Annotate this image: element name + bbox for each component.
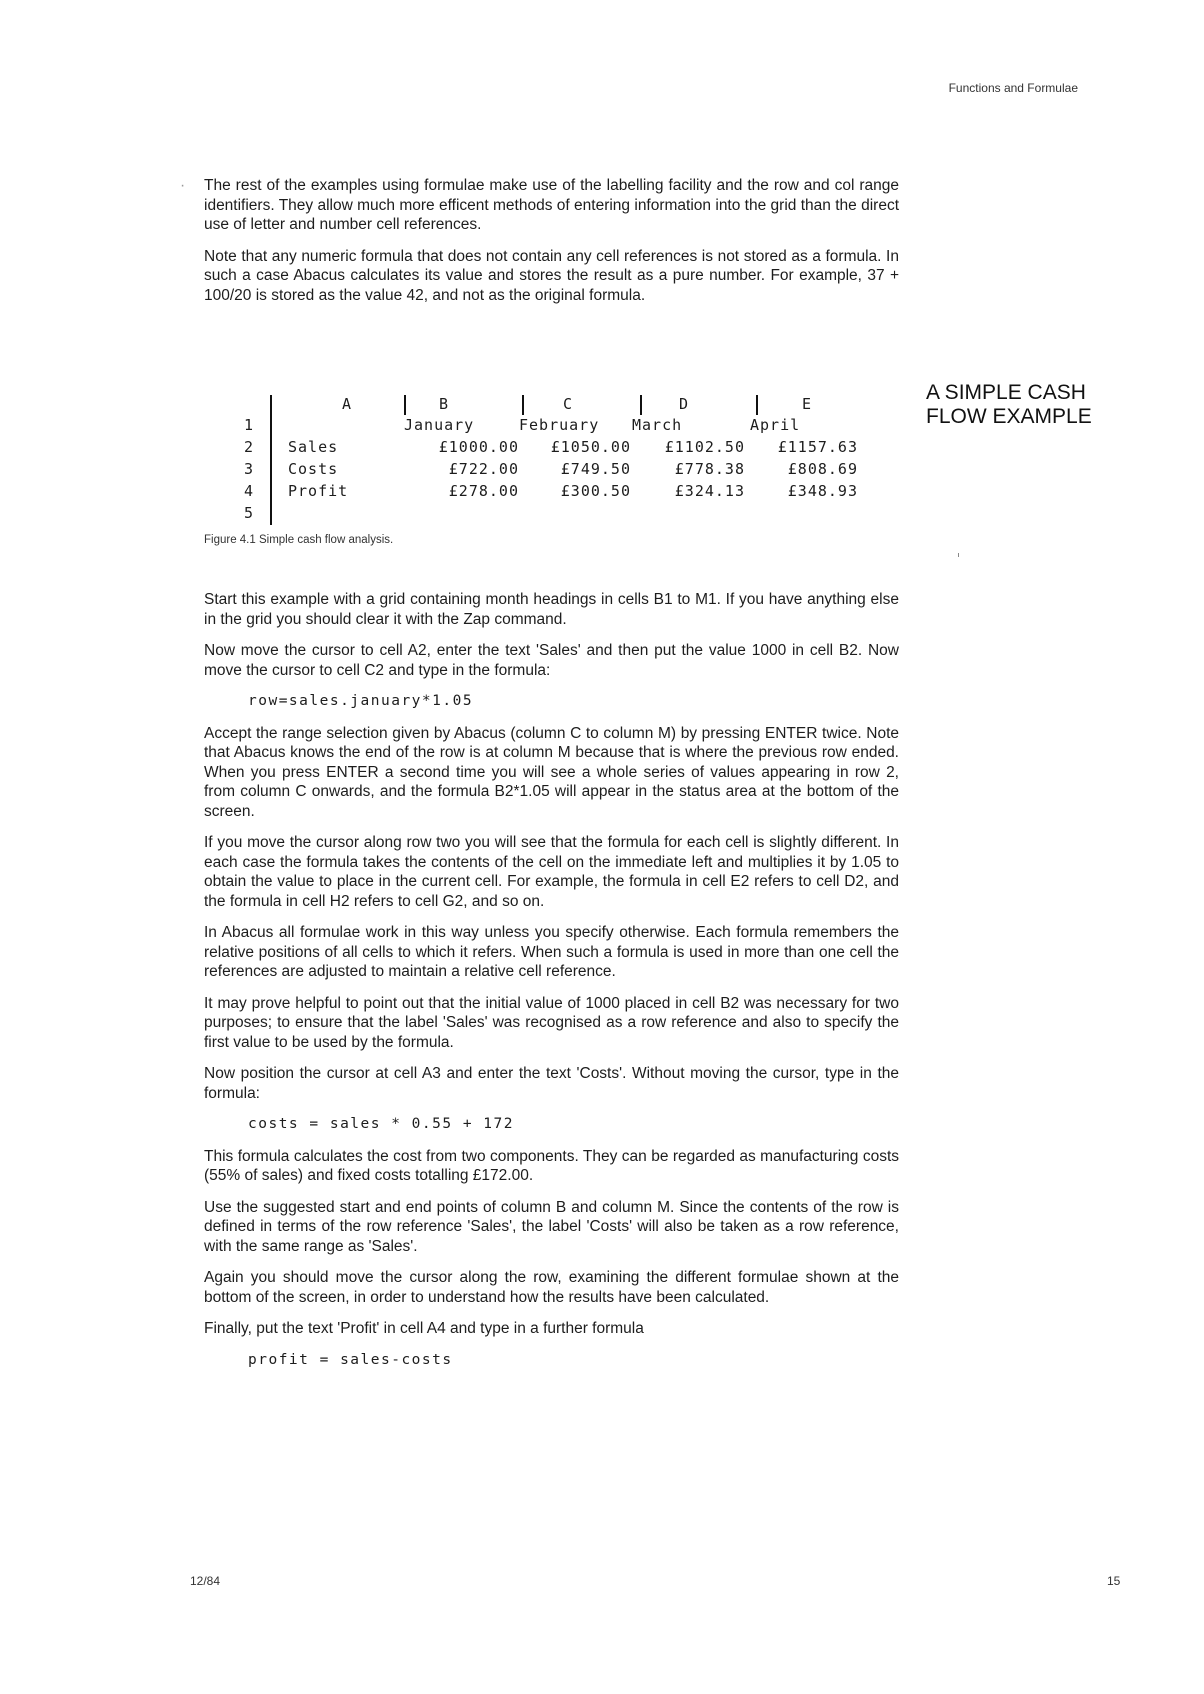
section-heading bbox=[926, 381, 1092, 429]
row-label: Profit bbox=[288, 482, 349, 500]
margin-mark: · bbox=[180, 177, 186, 194]
spreadsheet-figure bbox=[236, 395, 876, 525]
page-number: 15 bbox=[1107, 1574, 1121, 1588]
cell-value: £749.50 bbox=[560, 460, 631, 478]
month-heading: January bbox=[404, 416, 475, 434]
paragraph: This formula calculates the cost from two components. They can be regarded as manufacturing costs (55% of sales) and fixed costs totalling £172.00. bbox=[204, 1147, 899, 1184]
cell-value: £1000.00 bbox=[438, 438, 519, 456]
month-heading: April bbox=[750, 416, 801, 434]
column-header: E bbox=[802, 395, 813, 413]
footer-date: 12/84 bbox=[190, 1574, 221, 1588]
paragraph: Start this example with a grid containing month headings in cells B1 to M1. If you have anything else in the grid you should clear it with the Zap command. bbox=[204, 591, 899, 628]
row-label: Costs bbox=[288, 460, 339, 478]
row-number: 4 bbox=[244, 482, 255, 500]
row-separator bbox=[270, 395, 272, 525]
intro-paragraph: The rest of the examples using formulae make use of the labelling facility and the row and col range identifiers. They allow much more efficent methods of entering information into the grid than the direct use of letter and number cell references. bbox=[204, 177, 899, 233]
main-text bbox=[204, 590, 899, 1382]
paragraph: In Abacus all formulae work in this way unless you specify otherwise. Each formula remembers the relative positions of all cells to which it refers. When such a formula is used in more than one cell the references are adjusted to maintain a relative cell reference. bbox=[204, 924, 899, 980]
intro-paragraph: Note that any numeric formula that does not contain any cell references is not stored as a formula. In such a case Abacus calculates its value and stores the result as a pure number. For example, 37 + 100/20 is stored as the value 42, and not as the original formula. bbox=[204, 247, 899, 304]
cell-value: £1102.50 bbox=[664, 438, 745, 456]
row-label: Sales bbox=[288, 438, 339, 456]
paragraph: If you move the cursor along row two you will see that the formula for each cell is slightly different. In each case the formula takes the contents of the cell on the immediate left and multiplies it by 1.05 to obtain the value to place in the current cell. For example, the formula in cell E2 refers to cell D2, and the formula in cell H2 refers to cell G2, and so on. bbox=[204, 834, 899, 910]
cell-value: £1157.63 bbox=[777, 438, 858, 456]
code-line: row=sales.january*1.05 bbox=[248, 693, 474, 709]
code-line: profit = sales-costs bbox=[248, 1351, 453, 1368]
paragraph: Use the suggested start and end points of column B and column M. Since the contents of the row is defined in terms of the row reference 'Sales', the label 'Costs' will also be taken as a row reference, with the same range as 'Sales'. bbox=[204, 1198, 899, 1255]
cell-value: £778.38 bbox=[674, 460, 745, 478]
cell-value: £348.93 bbox=[787, 482, 858, 500]
column-header: A bbox=[342, 395, 353, 413]
column-header: B bbox=[439, 395, 450, 413]
section-heading-line: FLOW EXAMPLE bbox=[926, 405, 1092, 428]
paragraph: Again you should move the cursor along the row, examining the different formulae shown at the bottom of the screen, in order to understand how the results have been calculated. bbox=[204, 1269, 899, 1306]
column-separator bbox=[522, 395, 524, 415]
paragraph: Finally, put the text 'Profit' in cell A4 and type in a further formula bbox=[204, 1320, 644, 1337]
row-number: 2 bbox=[244, 438, 255, 456]
intro-text bbox=[180, 176, 899, 317]
figure-caption: Figure 4.1 Simple cash flow analysis. bbox=[204, 534, 394, 546]
cell-value: £300.50 bbox=[560, 482, 631, 500]
column-header: D bbox=[679, 395, 690, 413]
row-number: 5 bbox=[244, 504, 255, 522]
paragraph: It may prove helpful to point out that the initial value of 1000 placed in cell B2 was necessary for two purposes; to ensure that the label 'Sales' was recognised as a row reference and also to specify the first value to be used by the formula. bbox=[204, 994, 899, 1051]
stray-mark bbox=[958, 553, 959, 557]
cell-value: £808.69 bbox=[787, 460, 858, 478]
column-header: C bbox=[563, 395, 574, 413]
cell-value: £1050.00 bbox=[550, 438, 631, 456]
cell-value: £324.13 bbox=[674, 482, 745, 500]
running-header: Functions and Formulae bbox=[948, 81, 1078, 95]
paragraph: Accept the range selection given by Abacus (column C to column M) by pressing ENTER twice. Note that Abacus knows the end of the row is at column M because that is where the previous row ended. When you press ENTER a second time you will see a whole series of values appearing in row 2, from column C onwards, and the formula B2*1.05 will appear in the status area at the bottom of the screen. bbox=[204, 724, 899, 820]
cell-value: £722.00 bbox=[448, 460, 519, 478]
column-separator bbox=[640, 395, 642, 415]
row-number: 3 bbox=[244, 460, 255, 478]
section-heading-line: A SIMPLE CASH bbox=[926, 381, 1086, 404]
month-heading: March bbox=[632, 416, 683, 434]
column-separator bbox=[756, 395, 758, 415]
paragraph: Now move the cursor to cell A2, enter the text 'Sales' and then put the value 1000 in cell B2. Now move the cursor to cell C2 and type in the formula: bbox=[204, 642, 899, 679]
row-number: 1 bbox=[244, 416, 255, 434]
column-separator bbox=[404, 395, 406, 415]
code-line: costs = sales * 0.55 + 172 bbox=[248, 1116, 514, 1132]
paragraph: Now position the cursor at cell A3 and enter the text 'Costs'. Without moving the cursor, type in the formula: bbox=[204, 1065, 899, 1102]
month-heading: February bbox=[519, 416, 600, 434]
cell-value: £278.00 bbox=[448, 482, 519, 500]
